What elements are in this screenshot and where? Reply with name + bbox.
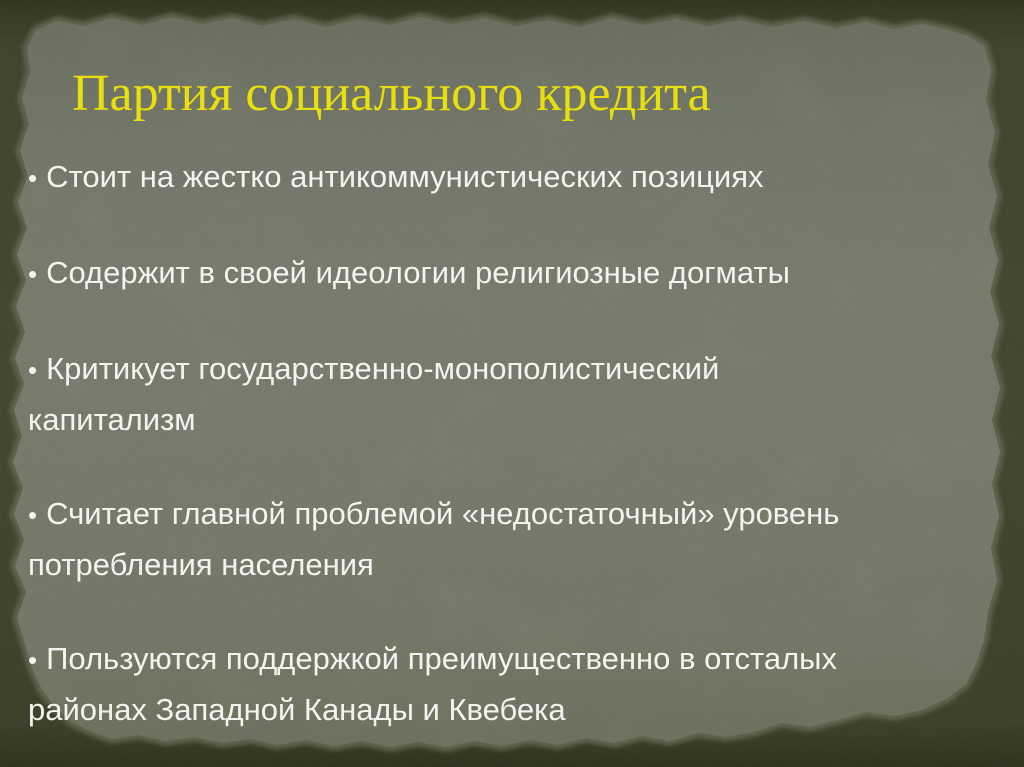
bullet-item (28, 248, 996, 299)
bullet-item (28, 152, 996, 203)
bullet-item (28, 489, 996, 589)
bullet-item (28, 344, 996, 444)
bullet-line: Пользуются поддержкой преимущественно в отсталых (46, 641, 837, 676)
bullet-line: капитализм (28, 402, 196, 437)
bullet-marker: • (28, 259, 38, 289)
bullet-marker: • (28, 645, 38, 675)
bullet-line: Считает главной проблемой «недостаточный» уровень (46, 496, 840, 531)
bullet-line: потребления населения (28, 547, 374, 582)
bullet-marker: • (28, 500, 38, 530)
bullet-line: районах Западной Канады и Квебека (28, 692, 566, 727)
bullet-marker: • (28, 163, 38, 193)
bullet-marker: • (28, 355, 38, 385)
slide-title: Партия социального кредита (72, 65, 711, 122)
bullet-list (28, 152, 996, 767)
bullet-line: Критикует государственно-монополистический (46, 351, 720, 386)
bullet-item (28, 634, 996, 734)
bullet-line: Стоит на жестко антикоммунистических позициях (46, 159, 764, 194)
bullet-line: Содержит в своей идеологии религиозные догматы (46, 255, 790, 290)
